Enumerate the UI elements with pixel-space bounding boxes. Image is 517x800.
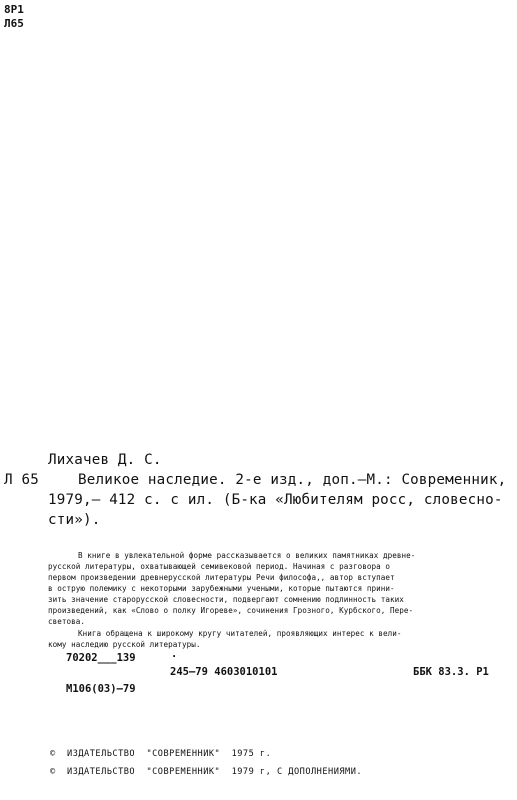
annotation-line: Книга обращена к широкому кругу читателей, проявляющих интерес к вели- — [78, 629, 402, 638]
annotation-line: произведений, как «Слово о полку Игореве», сочинения Грозного, Курбского, Пере- — [48, 606, 414, 615]
annotation-line: кому наследию русской литературы. — [48, 640, 201, 649]
title-line-3: сти»). — [48, 512, 101, 528]
annotation-line: первом произведении древнерусской литературы Речи философа,, автор вступает — [48, 573, 395, 582]
separator-dot: · — [171, 651, 178, 663]
annotation-line: зить значение старорусской словесности, подвергают сомнению подлинность таких — [48, 595, 404, 604]
annotation-line: светова. — [48, 617, 85, 626]
classification-author-mark: Л65 — [4, 17, 24, 30]
title-line-2: 1979,— 412 с. с ил. (Б-ка «Любителям росс, словесно- — [48, 492, 503, 508]
copyright-line-1: © ИЗДАТЕЛЬСТВО "СОВРЕМЕННИК" 1975 г. — [50, 749, 272, 759]
price-code: 70202___139 — [66, 652, 136, 664]
m-code: М106(03)—79 — [66, 683, 136, 695]
publication-code: 245—79 4603010101 — [170, 666, 278, 678]
annotation-line: В книге в увлекательной форме рассказывается о великих памятниках древне- — [78, 551, 416, 560]
annotation-line: русской литературы, охватывающей семивековой период. Начиная с разговора о — [48, 562, 391, 571]
title-line-1: Великое наследие. 2-е изд., доп.—М.: Современник, — [78, 472, 507, 488]
classification-code: 8Р1 — [4, 3, 24, 16]
bbk-code: ББК 83.3. Р1 — [413, 666, 489, 678]
card-index: Л 65 — [4, 472, 39, 488]
copyright-line-2: © ИЗДАТЕЛЬСТВО "СОВРЕМЕННИК" 1979 г, С ДОПОЛНЕНИЯМИ. — [50, 767, 363, 777]
annotation-line: в острую полемику с некоторыми зарубежными учеными, которые пытаются прини- — [48, 584, 395, 593]
author-heading: Лихачев Д. С. — [48, 452, 162, 468]
